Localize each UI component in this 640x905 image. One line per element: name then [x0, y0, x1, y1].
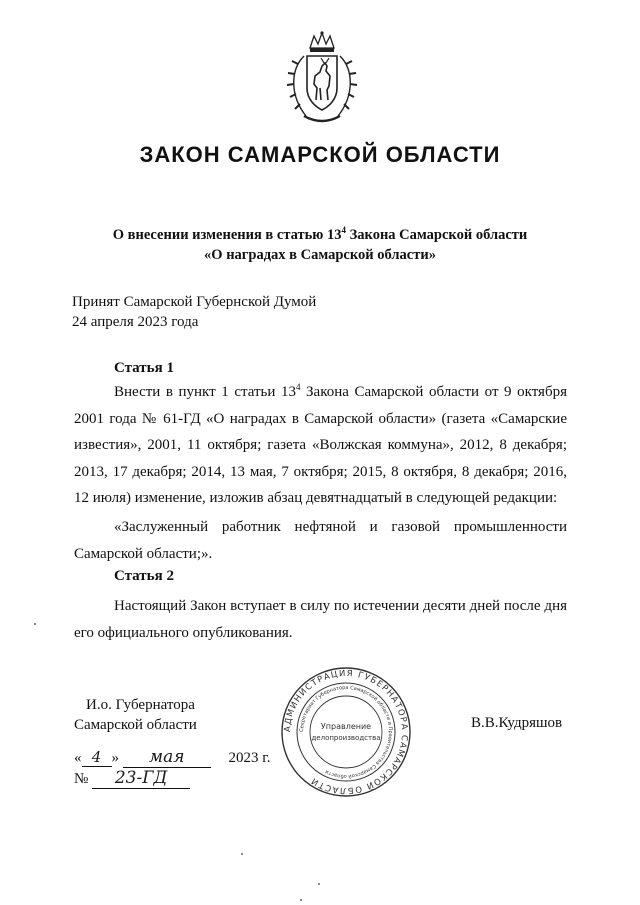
- stamp-center-line2: делопроизводства: [311, 734, 381, 742]
- samara-coat-of-arms-icon: [284, 30, 360, 128]
- date-close-quote: »: [111, 750, 119, 766]
- signing-date: [74, 747, 270, 768]
- scan-speck: [34, 623, 36, 625]
- article1-quote: «Заслуженный работник нефтяной и газовой промышленности Самарской области;».: [74, 519, 567, 562]
- subject-line1-before: О внесении изменения в статью 13: [112, 226, 342, 243]
- subject-line1-after: Закона Самарской области: [346, 226, 528, 243]
- subject-superscript: 4: [341, 225, 346, 235]
- law-number: [74, 768, 190, 789]
- article1-body-before: Внести в пункт 1 статьи 13: [114, 384, 296, 400]
- number-label: №: [74, 771, 89, 787]
- stamp-center-line1: Управление: [320, 722, 372, 731]
- stamp-inner-text: Секретариат Губернатора Самарской области и Правительства Самарской области: [298, 684, 394, 780]
- date-year: 2023 г.: [228, 750, 271, 766]
- signatory-title-line1: И.о. Губернатора: [86, 697, 195, 713]
- article1-heading: Статья 1: [114, 360, 174, 376]
- official-round-stamp-icon: [280, 666, 412, 798]
- article1-body-after: Закона Самарской области от 9 октября 2001 года № 61-ГД «О наградах в Самарской области» (газета «Самарские известия», 2001, 11 октября; газета «Волжская коммуна», 2012, 8 декабря; 2013, 17 декабря; 2014, 13 мая, 7 октября; 2015, 8 октября, 8 декабря; 2016, 12 июля) изменение, изложив абзац девятнадцатый в следующей редакции:: [74, 384, 567, 506]
- article2-body: Настоящий Закон вступает в силу по истечении десяти дней после дня его официального опубликования.: [74, 598, 567, 641]
- scan-speck: [300, 899, 302, 901]
- stamp-outer-text: АДМИНИСТРАЦИЯ ГУБЕРНАТОРА САМАРСКОЙ ОБЛАСТИ: [282, 668, 410, 796]
- adoption-line1: Принят Самарской Губернской Думой: [72, 294, 317, 310]
- scan-speck: [318, 883, 320, 885]
- law-subject: [0, 220, 640, 265]
- adoption-date: 24 апреля 2023 года: [72, 314, 199, 330]
- signatory-name: В.В.Кудряшов: [471, 715, 563, 731]
- date-open-quote: «: [74, 750, 82, 766]
- signatory-title: [74, 695, 197, 735]
- number-value: 23-ГД: [92, 768, 190, 789]
- signatory-title-line2: Самарской области: [74, 717, 197, 733]
- article1-body: [74, 379, 567, 512]
- subject-line2: «О наградах в Самарской области»: [204, 246, 436, 263]
- adoption-info: [72, 292, 316, 332]
- scan-speck: [241, 853, 243, 855]
- date-month: мая: [123, 747, 211, 768]
- date-day: 4: [82, 748, 112, 767]
- svg-text:Секретариат Губернатора Самарс: [299, 685, 393, 780]
- article2-heading: Статья 2: [114, 568, 174, 584]
- article1-superscript: 4: [295, 382, 301, 392]
- law-title: ЗАКОН САМАРСКОЙ ОБЛАСТИ: [139, 142, 501, 167]
